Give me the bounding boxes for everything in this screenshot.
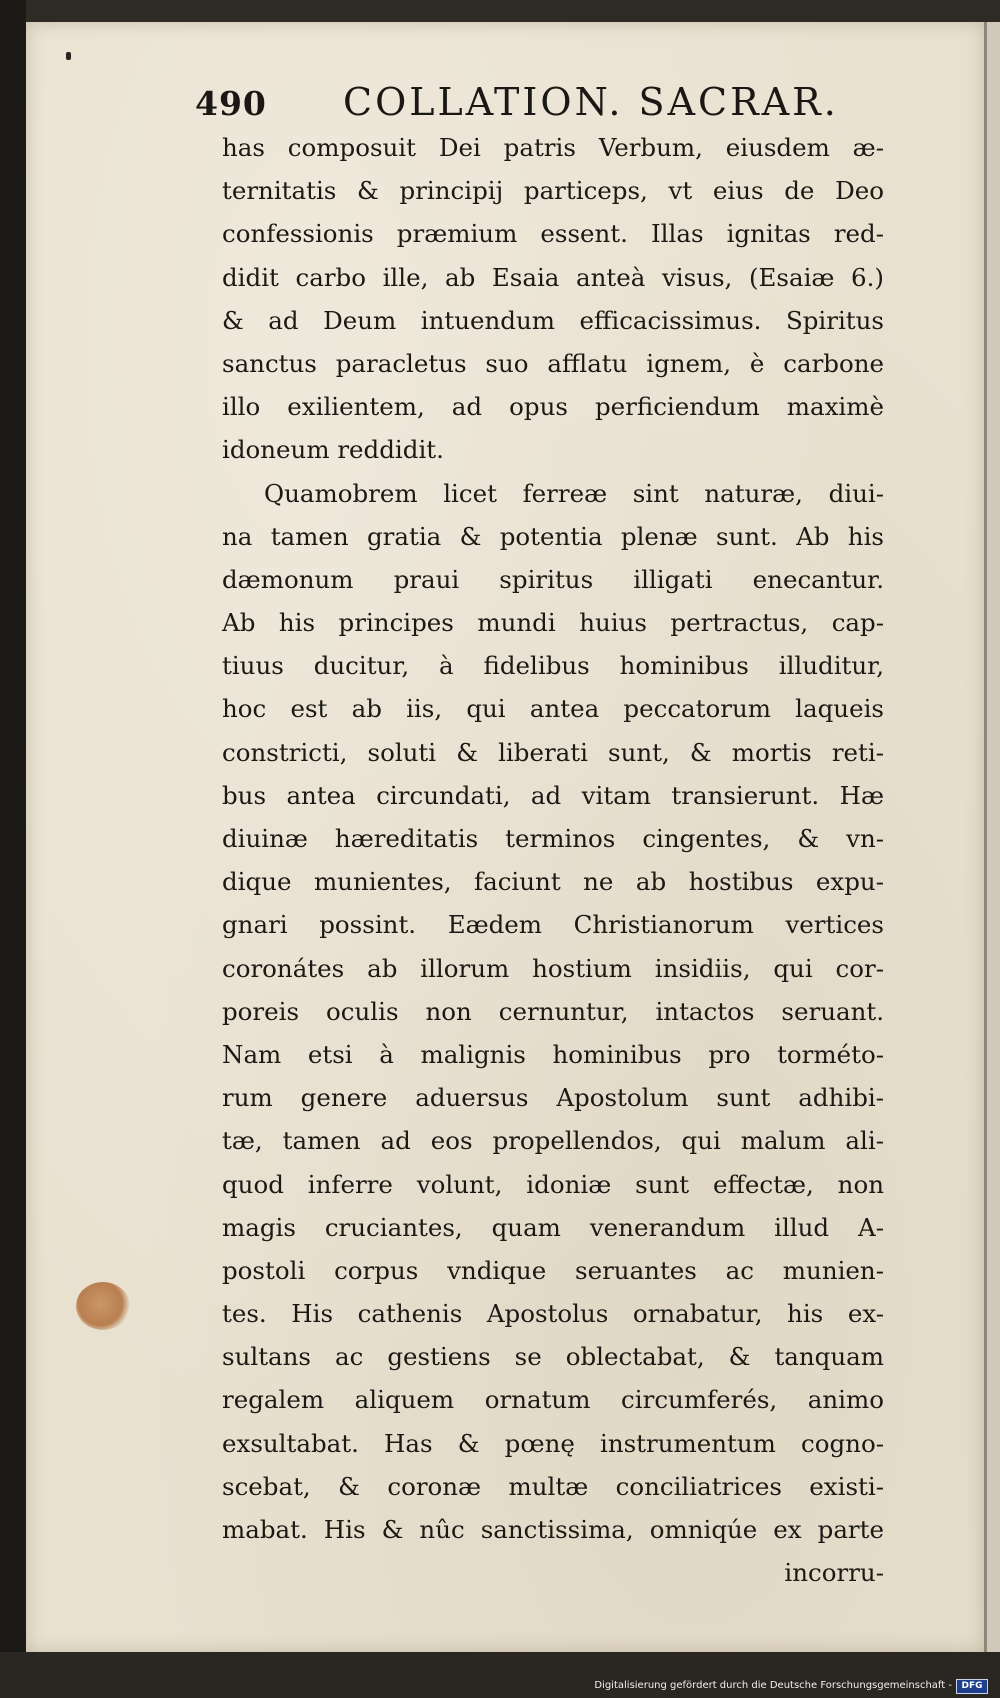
ink-speck	[66, 52, 71, 60]
text-line: tiuus ducitur, à fidelibus hominibus illuditur,	[222, 651, 884, 681]
text-line: quod inferre volunt, idoniæ sunt effectæ, non	[222, 1169, 884, 1199]
paper-stain	[76, 1282, 130, 1330]
text-line: Ab his principes mundi huius pertractus, cap-	[222, 608, 884, 638]
text-line: bus antea circundati, ad vitam transierunt. Hæ	[222, 780, 884, 810]
text-line: regalem aliquem ornatum circumferés, animo	[222, 1385, 884, 1415]
text-line: illo exilientem, ad opus perficiendum maximè	[222, 392, 884, 422]
running-title: COLLATION. SACRAR.	[343, 80, 839, 124]
text-line: sanctus paracletus suo afflatu ignem, è carbone	[222, 348, 884, 378]
text-line: has composuit Dei patris Verbum, eiusdem æ-	[222, 133, 884, 162]
text-line: idoneum reddidit.	[222, 435, 444, 465]
text-line: & ad Deum intuendum efficacissimus. Spiritus	[222, 305, 884, 335]
text-line: constricti, soluti & liberati sunt, & mortis reti-	[222, 737, 884, 767]
text-line: Nam etsi à malignis hominibus pro torméto-	[222, 1039, 884, 1069]
text-line: tæ, tamen ad eos propellendos, qui malum ali-	[222, 1126, 884, 1156]
text-line: scebat, & coronæ multæ conciliatrices existi-	[222, 1471, 884, 1501]
running-head	[195, 80, 875, 130]
text-line: mabat. His & nûc sanctissima, omniqúe ex parte	[222, 1515, 884, 1544]
page-number: 490	[195, 84, 267, 123]
dfg-logo: DFG	[956, 1679, 988, 1694]
text-line: ternitatis & principij particeps, vt eius de Deo	[222, 176, 884, 206]
text-line: hoc est ab iis, qui antea peccatorum laqueis	[222, 694, 884, 724]
text-line: dique munientes, faciunt ne ab hostibus expu-	[222, 867, 884, 897]
text-line: sultans ac gestiens se oblectabat, & tanquam	[222, 1342, 884, 1372]
body-text	[222, 126, 884, 1594]
text-line: poreis oculis non cernuntur, intactos seruant.	[222, 996, 884, 1026]
text-line: confessionis præmium essent. Illas ignitas red-	[222, 219, 884, 249]
footer-bar	[0, 1652, 1000, 1698]
text-line: rum genere aduersus Apostolum sunt adhibi-	[222, 1083, 884, 1113]
text-line: gnari possint. Eædem Christianorum vertices	[222, 910, 884, 940]
text-line: dæmonum praui spiritus illigati enecantur.	[222, 564, 884, 594]
text-line: didit carbo ille, ab Esaia anteà visus, (Esaiæ 6.)	[222, 262, 884, 292]
text-line: postoli corpus vndique seruantes ac munien-	[222, 1255, 884, 1285]
paragraph-start-line: Quamobrem licet ferreæ sint naturæ, diui-	[264, 478, 884, 508]
catchword: incorru-	[784, 1558, 884, 1588]
text-line: na tamen gratia & potentia plenæ sunt. Ab his	[222, 521, 884, 551]
text-line: coronátes ab illorum hostium insidiis, qui cor-	[222, 953, 884, 983]
text-line: magis cruciantes, quam venerandum illud A-	[222, 1212, 884, 1242]
scan-left-border	[0, 0, 26, 1698]
text-line: exsultabat. Has & pœnę instrumentum cogno-	[222, 1428, 884, 1458]
text-line: diuinæ hæreditatis terminos cingentes, & vn-	[222, 824, 884, 853]
text-line: tes. His cathenis Apostolus ornabatur, his ex-	[222, 1299, 884, 1329]
funding-credit: Digitalisierung gefördert durch die Deutsche Forschungsgemeinschaft -	[594, 1680, 952, 1691]
